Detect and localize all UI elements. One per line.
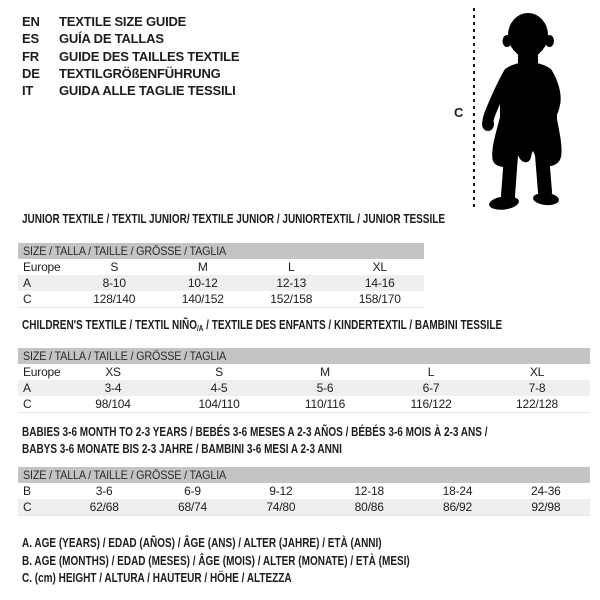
- guide-title-it: GUIDA ALLE TAGLIE TESSILI: [59, 83, 236, 99]
- language-row-es: [22, 30, 239, 47]
- row-label: A: [23, 381, 31, 395]
- junior-size-table: [18, 243, 424, 308]
- row-label: Europe: [23, 365, 61, 379]
- language-code: FR: [22, 48, 39, 64]
- guide-title-en: TEXTILE SIZE GUIDE: [59, 14, 187, 29]
- guide-title-es: GUÍA DE TALLAS: [59, 31, 164, 47]
- children-size-table-header: SIZE / TALLA / TAILLE / GRÖSSE / TAGLIA: [18, 348, 590, 364]
- children-section-heading: CHILDREN'S TEXTILE / TEXTIL $NIÑO_{/A}$ / TEXTILE DES ENFANTS / KINDERTEXTIL / BAMBINI TESSILE: [22, 318, 503, 333]
- table-row-height: C 128/140 140/152 152/158 158/170: [18, 291, 424, 307]
- language-row-it: [22, 82, 239, 99]
- height-measure-label: C: [454, 105, 464, 120]
- legend-line-a: A. AGE (YEARS) / EDAD (AÑOS) / ÂGE (ANS) / ALTER (JAHRE) / ETÀ (ANNI): [22, 536, 382, 550]
- gender-suffix-subscript: /A: [196, 324, 204, 333]
- table-row-age-months: B 3-6 6-9 9-12 12-18 18-24 24-36: [18, 483, 590, 499]
- row-label: Europe: [23, 260, 61, 274]
- babies-section-heading: BABIES 3-6 MONTH TO 2-3 YEARS / BEBÉS 3-6 MESES A 2-3 AÑOS / BÉBÉS 3-6 MOIS À 2-3 ANS / BABYS 3-6 MONATE BIS 2-3 JAHRE / BAMBINI 3-6 MESI A 2-3 ANNI: [22, 425, 488, 456]
- height-measure-dashed-line: [473, 8, 475, 208]
- table-row-europe: Europe S M L XL: [18, 259, 424, 275]
- babies-size-table: [18, 467, 590, 516]
- language-row-de: [22, 65, 239, 82]
- table-row-europe: Europe XS S M L XL: [18, 364, 590, 380]
- table-row-age: A 8-10 10-12 12-13 14-16: [18, 275, 424, 291]
- language-row-en: [22, 13, 239, 30]
- language-code: ES: [22, 31, 39, 47]
- table-row-age: A 3-4 4-5 5-6 6-7 7-8: [18, 380, 590, 396]
- row-label: A: [23, 276, 31, 290]
- row-label: C: [23, 292, 32, 306]
- toddler-silhouette-icon: [480, 5, 595, 215]
- legend-line-b: B. AGE (MONTHS) / EDAD (MESES) / ÂGE (MOIS) / ALTER (MONATE) / ETÀ (MESI): [22, 553, 410, 568]
- language-code: EN: [22, 14, 40, 29]
- junior-section-heading: JUNIOR TEXTILE / TEXTIL JUNIOR/ TEXTILE JUNIOR / JUNIORTEXTIL / JUNIOR TESSILE: [22, 212, 446, 226]
- legend-line-c: C. (cm) HEIGHT / ALTURA / HAUTEUR / HÖHE / ALTEZZA: [22, 571, 292, 585]
- measure-legend: [22, 535, 507, 588]
- guide-title-de: TEXTILGRÖßENFÜHRUNG: [59, 65, 221, 81]
- table-row-height: C 62/68 68/74 74/80 80/86 86/92 92/98: [18, 499, 590, 515]
- row-label: B: [23, 484, 31, 498]
- row-label: C: [23, 500, 32, 514]
- language-row-fr: [22, 48, 239, 65]
- junior-size-table-header: SIZE / TALLA / TAILLE / GRÖSSE / TAGLIA: [18, 243, 424, 259]
- table-row-height: C 98/104 104/110 110/116 116/122 122/128: [18, 396, 590, 412]
- language-code: DE: [22, 65, 40, 81]
- children-size-table: [18, 348, 590, 413]
- row-label: C: [23, 397, 32, 411]
- language-list: [22, 13, 239, 99]
- babies-size-table-header: SIZE / TALLA / TAILLE / GRÖSSE / TAGLIA: [18, 467, 590, 483]
- language-code: IT: [22, 83, 34, 99]
- guide-title-fr: GUIDE DES TAILLES TEXTILE: [59, 48, 240, 64]
